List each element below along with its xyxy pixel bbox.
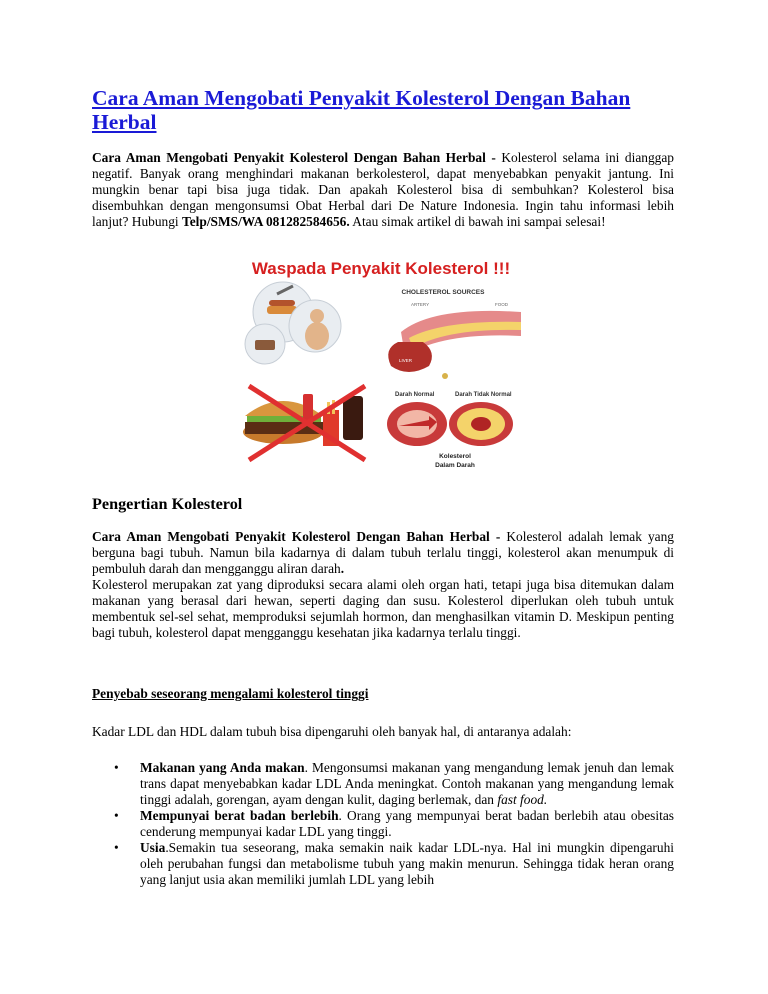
- penyebab-lead: Kadar LDL dan HDL dalam tubuh bisa dipengaruhi oleh banyak hal, di antaranya adalah:: [92, 724, 572, 739]
- bullet-icon: •: [114, 840, 119, 855]
- intro-paragraph: [92, 150, 674, 230]
- list-item: [92, 760, 674, 808]
- svg-text:LIVER: LIVER: [399, 358, 413, 363]
- section-heading-pengertian: Pengertian Kolesterol: [92, 495, 243, 513]
- svg-text:ARTERY: ARTERY: [411, 302, 430, 307]
- list-item-text: . Orang yang mempunyai berat badan berlebih atau obesitas cenderung mempunyai kadar LDL yang tinggi.: [140, 808, 674, 839]
- section-heading-penyebab: Penyebab seseorang mengalami kolesterol tinggi: [92, 686, 369, 701]
- contact-number: Telp/SMS/WA 081282584656.: [182, 214, 350, 229]
- intro-text-end: Atau simak artikel di bawah ini sampai selesai!: [349, 214, 606, 229]
- svg-text:Darah Normal: Darah Normal: [395, 392, 435, 398]
- bullet-icon: •: [114, 760, 119, 775]
- svg-text:Dalam Darah: Dalam Darah: [435, 462, 475, 469]
- intro-text: Kolesterol selama ini dianggap negatif. Banyak orang menghindari makanan berkolesterol, dapat menyebabkan penyakit jantung. Ini mungkin benar tapi bisa juga tidak. Dan apakah Kolesterol bisa di sembuhkan? Kolesterol bisa disembuhkan dengan mengonsumsi Obat Herbal dari De Nature Indonesia. Ingin tahu informasi lebih lanjut? Hubungi: [92, 150, 674, 229]
- pengertian-lead-bold: Cara Aman Mengobati Penyakit Kolesterol Dengan Bahan Herbal -: [92, 529, 501, 544]
- list-item-bold: Mempunyai berat badan berlebih: [140, 808, 339, 823]
- cholesterol-illustration: [233, 254, 529, 472]
- list-item-text: . Mengonsumsi makanan yang mengandung lemak jenuh dan lemak trans dapat menyebabkan kadar LDL Anda meningkat. Contoh makanan yang mengandung lemak tinggi adalah, gorengan, ayam dengan kulit, daging berlemak, dan: [140, 760, 674, 807]
- causes-list: [92, 760, 674, 888]
- illustration-banner: Waspada Penyakit Kolesterol !!!: [251, 259, 511, 278]
- pengertian-paragraph-2: Kolesterol merupakan zat yang diproduksi secara alami oleh organ hati, tetapi juga bisa ditemukan dalam makanan yang berasal dari hewan, seperti daging dan susu. Kolesterol diperlukan oleh tubuh untuk membentuk sel-sel sehat, memproduksi sejumlah hormon, dan menghasilkan vitamin D. Meskipun penting bagi tubuh, kolesterol dapat mengganggu kesehatan jika kadarnya terlalu tinggi.: [92, 577, 674, 640]
- svg-text:Darah Tidak Normal: Darah Tidak Normal: [455, 392, 512, 398]
- pengertian-paragraph: [92, 529, 674, 577]
- list-item-text: .Semakin tua seseorang, maka semakin naik kadar LDL-nya. Hal ini mungkin dipengaruhi oleh perubahan fungsi dan metabolisme tubuh yang makin menurun. Sehingga tidak heran orang yang lanjut usia akan memiliki jumlah LDL yang lebih: [140, 840, 674, 887]
- list-item-bold: Makanan yang Anda makan: [140, 760, 305, 775]
- pengertian-text: Kolesterol adalah lemak yang berguna bagi tubuh. Namun bila kadarnya di dalam tubuh terlalu tinggi, kolesterol akan menumpuk di pembuluh darah dan mengganggu aliran darah: [92, 529, 675, 576]
- svg-text:FOOD: FOOD: [495, 302, 508, 307]
- list-item: [92, 840, 674, 888]
- list-item-italic: fast food.: [497, 792, 548, 807]
- svg-text:CHOLESTEROL SOURCES: CHOLESTEROL SOURCES: [401, 289, 485, 296]
- intro-lead-bold: Cara Aman Mengobati Penyakit Kolesterol Dengan Bahan Herbal -: [92, 150, 496, 165]
- list-item: [92, 808, 674, 840]
- svg-text:Kolesterol: Kolesterol: [439, 453, 471, 460]
- article-title-link[interactable]: Cara Aman Mengobati Penyakit Kolesterol Dengan Bahan Herbal: [92, 86, 631, 134]
- list-item-bold: Usia: [140, 840, 166, 855]
- pengertian-section: [92, 529, 674, 641]
- pengertian-period: .: [340, 561, 345, 576]
- bullet-icon: •: [114, 808, 119, 823]
